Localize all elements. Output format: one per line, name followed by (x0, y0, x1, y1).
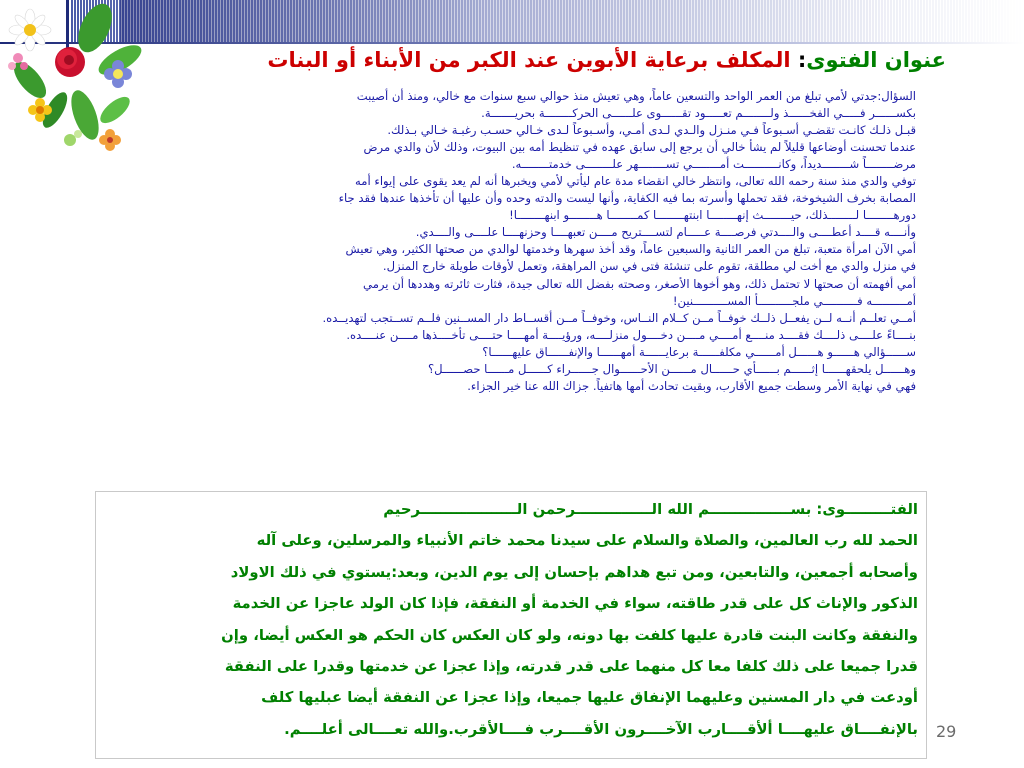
question-line: بكســــــر فـــــي الفخــــــذ ولــــــــم تعـــــود تقــــــوى علــــــى الحركــــــــة بحريـــــــة. (481, 106, 916, 121)
question-line: وهــــــل يلحقهــــــا إثــــــم بــــــأي حــــــال مــــــن الأحــــــوال جــــــراء كــــــل مــــــا حصــــــل؟ (427, 361, 916, 376)
question-line: في منزل والدي مع أخت لي مطلقة، تقوم على تنشئة فتى في سن المراهقة، وتعمل لأوقات طويلة خارج المنزل. (382, 259, 916, 274)
answer-line: الحمد لله رب العالمين، والصلاة والسلام على سيدنا محمد خاتم الأنبياء والمرسلين، وعلى آله (256, 532, 918, 550)
question-line: مرضــــــــاً شــــــــديداً، وكانــــــــــت أمــــــــي تســــــــهر علــــــــى خدمتــــــــه. (511, 157, 916, 172)
page-title (146, 46, 946, 74)
answer-line: وأصحابه أجمعين، والتابعين، ومن تبع هداهم بإحسان إلى يوم الدين، وبعد:يستوي في ذلك الاولاد (230, 563, 918, 581)
question-line: ســــــؤالي هــــــو هــــــل أمــــــي مكلفــــــة برعايــــــة أمهــــــا والإنفــــــاق عليهــــــا؟ (482, 344, 916, 359)
question-body (96, 88, 916, 395)
question-line: أمي الآن امرأة متعبة، تبلغ من العمر الثانية والسبعين عاماً، وقد أخذ سهرها وخدمتها لوالدي من صحتها الكثير، وهي تعيش (345, 242, 916, 257)
page-number: 29 (936, 722, 957, 741)
top-band-shading (120, 0, 1024, 42)
question-line: وأنــــه قــــد أعطــــى والــــدتي فرصــــة عـــــام لتســــتريح مــــن تعبهــــا وحزنهــــا علــــى والــــدي. (415, 225, 916, 240)
question-line: دورهــــــــا لــــــــذلك، حيــــــــث إنهــــــــا ابنتهــــــــا كمــــــــا هــــــــو ابنهــــــــا! (509, 208, 916, 223)
question-line: أمي أفهمته أن صحتها لا تحتمل ذلك، وهو أخوها الأصغر، وصحته بفضل الله تعالى جيدة، فثارت ثائرته وهددها أن يرمي (363, 276, 916, 291)
answer-line: أودعت في دار المسنين وعليهما الإنفاق عليها جميعا، وإذا عجزا عن النفقة أيضا عبليها كلف (261, 689, 918, 707)
question-line: السؤال:جدتي لأمي تبلغ من العمر الواحد والتسعين عاماً، وهي تعيش منذ حوالي سبع سنوات مع خالي، ومنذ أن أصيبت (356, 89, 916, 103)
question-line: أمــــــــــه فــــــــــي ملجــــــــــأ المســــــــــنين! (672, 293, 916, 308)
answer-line: والنفقة وكانت البنت قادرة عليها كلفت بها دونه، ولو كان العكس كان الحكم هو العكس أيضا، وإن (221, 626, 918, 644)
title-colon: : (797, 48, 807, 72)
question-line: بنــــاءً علــــى ذلــــك فقــــد منــــع أمــــي مــــن دخــــول منزلــــه، ورؤيــــة أمهــــا حتــــى تأخــــذها مــــن عنــــده. (346, 327, 916, 342)
question-line: فهي في نهاية الأمر وسطت جميع الأقارب، وبقيت تحادث أمها هاتفياً. جزاك الله عنا خير الجزاء. (467, 378, 916, 393)
question-line: عندما تحسنت أوضاعها قليلاً لم يشأ خالي أن يرجع إلى سابق عهده في تنظيط أمه بين البيوت، وذلك لأن والدي مرض (363, 140, 916, 155)
question-line: قبـل ذلـك كانـت تقضـي أسـبوعاً فـي منـزل والـدي لـدى أمـي، وأسـبوعاً لـدى خـالي حسـب رغبـة خـالي بـذلك. (387, 123, 916, 138)
answer-line: بالإنفــــاق عليهــــا ألأقــــارب الآخــــرون الأقــــرب فــــالأقرب.والله تعــــالى أعلــــم. (284, 720, 918, 738)
answer-body (104, 494, 918, 745)
answer-line: قدرا جميعا على ذلك كلفا معا كل منهما على قدر قدرته، وإذا عجزا عن خدمتها وقدرا على النفقة (224, 658, 918, 676)
answer-line: الذكور والإناث كل على قدر طاقته، سواء في الخدمة أو النفقة، فإذا كان الولد عاجزا عن الخدمة (232, 595, 918, 613)
question-line: المصابة بخرف الشيخوخة، فقد تحملها وأسرته بما فيه الكفاية، وأنها ليست والدته وحده وأن عليها أن تأخذها عندها فقد جاء (338, 191, 916, 206)
title-text: المكلف برعاية الأبوين عند الكبر من الأبناء أو البنات (267, 48, 798, 72)
question-line: أمــي تعلــم أنــه لــن يفعــل ذلــك خوفــاً مــن كــلام النــاس، وخوفــاً مــن أقســاط دار المســنين فلــم تســتجب لتهديــده. (322, 310, 916, 325)
answer-line: الفتـــــــــوى: بســــــــــــــــم الله الـــــــــــــــرحمن الـــــــــــــــــــرحيم (383, 501, 918, 518)
title-label: عنوان الفتوى (806, 48, 946, 72)
question-line: توفي والدي منذ سنة رحمه الله تعالى، وانتظر خالي انقضاء مدة عام ليأتي لأمي ويخبرها أنه لم يعد يقوى على إيواء أمه (355, 174, 916, 189)
